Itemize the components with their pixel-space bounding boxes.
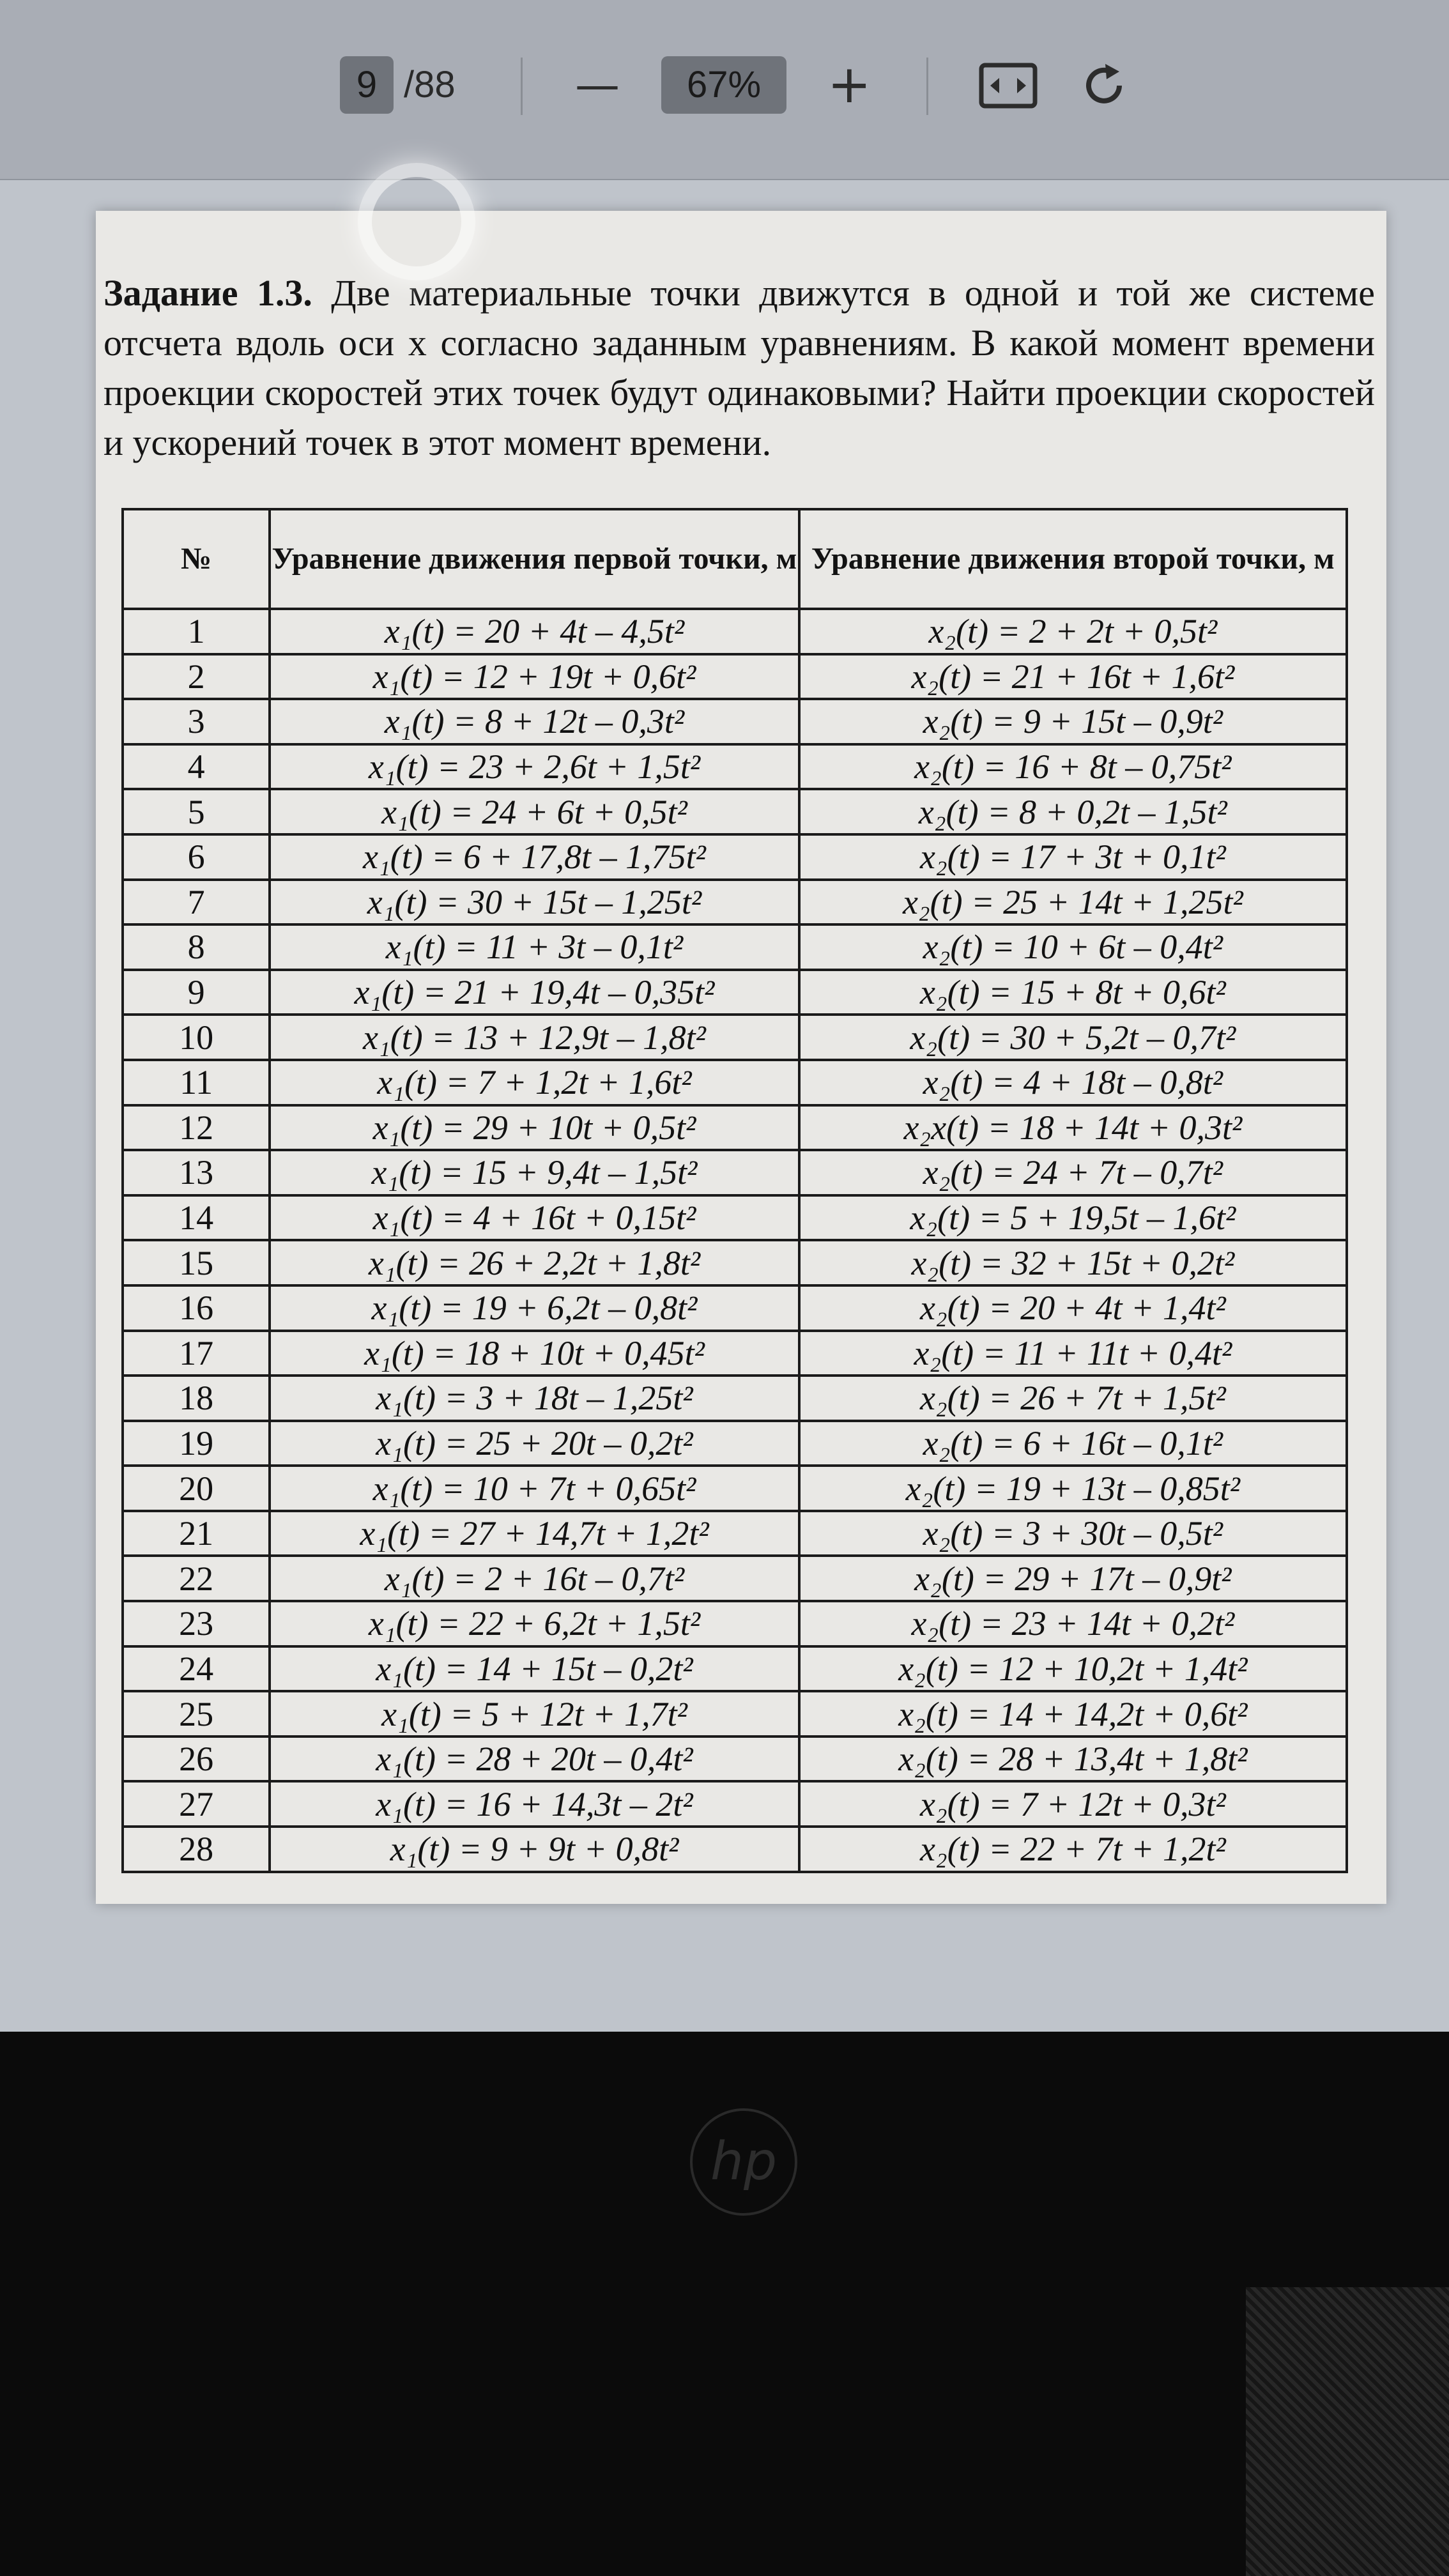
table-header-row: [123, 509, 1347, 609]
table-row: [123, 1331, 1347, 1376]
second-point-equation: x₂(t) = 25 + 14t + 1,25t²: [799, 880, 1347, 925]
table-row: [123, 1421, 1347, 1466]
first-point-equation: x₁(t) = 18 + 10t + 0,45t²: [270, 1331, 799, 1376]
table-body: [123, 609, 1347, 1872]
rotate-icon[interactable]: [1080, 50, 1144, 120]
first-point-equation: x₁(t) = 16 + 14,3t – 2t²: [270, 1781, 799, 1827]
first-point-equation: x₁(t) = 4 + 16t + 0,15t²: [270, 1195, 799, 1241]
first-point-equation: x₁(t) = 3 + 18t – 1,25t²: [270, 1376, 799, 1421]
plus-icon[interactable]: +: [827, 54, 871, 115]
second-point-equation: x₂(t) = 11 + 11t + 0,4t²: [799, 1331, 1347, 1376]
first-point-equation: x₁(t) = 6 + 17,8t – 1,75t²: [270, 834, 799, 880]
row-number: 14: [123, 1195, 270, 1241]
second-point-equation: x₂x(t) = 18 + 14t + 0,3t²: [799, 1105, 1347, 1151]
second-point-equation: x₂(t) = 23 + 14t + 0,2t²: [799, 1601, 1347, 1646]
first-point-equation: x₁(t) = 19 + 6,2t – 0,8t²: [270, 1285, 799, 1331]
table-row: [123, 699, 1347, 744]
table-row: [123, 1646, 1347, 1692]
table-row: [123, 1691, 1347, 1736]
second-point-equation: x₂(t) = 15 + 8t + 0,6t²: [799, 970, 1347, 1015]
table-row: [123, 1015, 1347, 1060]
row-number: 6: [123, 834, 270, 880]
second-point-equation: x₂(t) = 30 + 5,2t – 0,7t²: [799, 1015, 1347, 1060]
second-point-equation: x₂(t) = 5 + 19,5t – 1,6t²: [799, 1195, 1347, 1241]
second-point-equation: x₂(t) = 3 + 30t – 0,5t²: [799, 1511, 1347, 1556]
first-point-equation: x₁(t) = 11 + 3t – 0,1t²: [270, 924, 799, 970]
row-number: 13: [123, 1150, 270, 1195]
table-row: [123, 880, 1347, 925]
row-number: 7: [123, 880, 270, 925]
first-point-equation: x₁(t) = 22 + 6,2t + 1,5t²: [270, 1601, 799, 1646]
table-row: [123, 1511, 1347, 1556]
document-page: [96, 211, 1386, 1904]
table-row: [123, 789, 1347, 834]
first-point-equation: x₁(t) = 15 + 9,4t – 1,5t²: [270, 1150, 799, 1195]
table-row: [123, 609, 1347, 654]
second-point-equation: x₂(t) = 22 + 7t + 1,2t²: [799, 1827, 1347, 1872]
table-row: [123, 744, 1347, 790]
row-number: 22: [123, 1556, 270, 1601]
hp-logo: hp: [690, 2108, 797, 2216]
row-number: 12: [123, 1105, 270, 1151]
row-number: 18: [123, 1376, 270, 1421]
table-row: [123, 1601, 1347, 1646]
first-point-equation: x₁(t) = 2 + 16t – 0,7t²: [270, 1556, 799, 1601]
first-point-equation: x₁(t) = 14 + 15t – 0,2t²: [270, 1646, 799, 1692]
row-number: 17: [123, 1331, 270, 1376]
row-number: 24: [123, 1646, 270, 1692]
row-number: 8: [123, 924, 270, 970]
first-point-equation: x₁(t) = 26 + 2,2t + 1,8t²: [270, 1240, 799, 1285]
header-second-point: Уравнение движения второй точки, м: [799, 509, 1347, 609]
task-body: Две материальные точки движутся в одной и той же системе отсчета вдоль оси x согласно заданным уравнениям. В какой момент времени проекции скоростей этих точек будут одинаковыми? Найти проекции скоростей и ускорений точек в этот момент времени.: [103, 272, 1375, 463]
toolbar-divider: [521, 57, 523, 115]
first-point-equation: x₁(t) = 10 + 7t + 0,65t²: [270, 1466, 799, 1511]
row-number: 1: [123, 609, 270, 654]
first-point-equation: x₁(t) = 13 + 12,9t – 1,8t²: [270, 1015, 799, 1060]
task-title: Задание 1.3.: [103, 272, 312, 314]
table-row: [123, 1736, 1347, 1782]
table-row: [123, 834, 1347, 880]
first-point-equation: x₁(t) = 25 + 20t – 0,2t²: [270, 1421, 799, 1466]
second-point-equation: x₂(t) = 19 + 13t – 0,85t²: [799, 1466, 1347, 1511]
equations-table: [121, 508, 1348, 1873]
second-point-equation: x₂(t) = 28 + 13,4t + 1,8t²: [799, 1736, 1347, 1782]
first-point-equation: x₁(t) = 9 + 9t + 0,8t²: [270, 1827, 799, 1872]
header-first-point: Уравнение движения первой точки, м: [270, 509, 799, 609]
fit-width-icon[interactable]: [977, 50, 1041, 120]
first-point-equation: x₁(t) = 8 + 12t – 0,3t²: [270, 699, 799, 744]
row-number: 2: [123, 654, 270, 700]
row-number: 5: [123, 789, 270, 834]
first-point-equation: x₁(t) = 7 + 1,2t + 1,6t²: [270, 1060, 799, 1105]
second-point-equation: x₂(t) = 4 + 18t – 0,8t²: [799, 1060, 1347, 1105]
row-number: 3: [123, 699, 270, 744]
row-number: 4: [123, 744, 270, 790]
table-row: [123, 1105, 1347, 1151]
second-point-equation: x₂(t) = 7 + 12t + 0,3t²: [799, 1781, 1347, 1827]
header-number: №: [123, 509, 270, 609]
table-row: [123, 1376, 1347, 1421]
row-number: 26: [123, 1736, 270, 1782]
table-row: [123, 1466, 1347, 1511]
table-row: [123, 924, 1347, 970]
table-row: [123, 1195, 1347, 1241]
table-row: [123, 970, 1347, 1015]
second-point-equation: x₂(t) = 24 + 7t – 0,7t²: [799, 1150, 1347, 1195]
table-row: [123, 1781, 1347, 1827]
row-number: 16: [123, 1285, 270, 1331]
row-number: 19: [123, 1421, 270, 1466]
second-point-equation: x₂(t) = 17 + 3t + 0,1t²: [799, 834, 1347, 880]
zoom-level-field[interactable]: 67%: [661, 56, 786, 114]
second-point-equation: x₂(t) = 21 + 16t + 1,6t²: [799, 654, 1347, 700]
task-text: [103, 268, 1375, 468]
first-point-equation: x₁(t) = 24 + 6t + 0,5t²: [270, 789, 799, 834]
second-point-equation: x₂(t) = 6 + 16t – 0,1t²: [799, 1421, 1347, 1466]
viewer-toolbar: [0, 0, 1449, 180]
second-point-equation: x₂(t) = 2 + 2t + 0,5t²: [799, 609, 1347, 654]
table-row: [123, 1060, 1347, 1105]
row-number: 15: [123, 1240, 270, 1285]
second-point-equation: x₂(t) = 26 + 7t + 1,5t²: [799, 1376, 1347, 1421]
second-point-equation: x₂(t) = 14 + 14,2t + 0,6t²: [799, 1691, 1347, 1736]
page-number-input[interactable]: 9: [340, 56, 394, 114]
minus-icon[interactable]: —: [575, 59, 620, 111]
second-point-equation: x₂(t) = 12 + 10,2t + 1,4t²: [799, 1646, 1347, 1692]
row-number: 27: [123, 1781, 270, 1827]
second-point-equation: x₂(t) = 29 + 17t – 0,9t²: [799, 1556, 1347, 1601]
row-number: 23: [123, 1601, 270, 1646]
row-number: 25: [123, 1691, 270, 1736]
row-number: 20: [123, 1466, 270, 1511]
second-point-equation: x₂(t) = 32 + 15t + 0,2t²: [799, 1240, 1347, 1285]
first-point-equation: x₁(t) = 21 + 19,4t – 0,35t²: [270, 970, 799, 1015]
first-point-equation: x₁(t) = 28 + 20t – 0,4t²: [270, 1736, 799, 1782]
first-point-equation: x₁(t) = 12 + 19t + 0,6t²: [270, 654, 799, 700]
row-number: 9: [123, 970, 270, 1015]
table-row: [123, 654, 1347, 700]
second-point-equation: x₂(t) = 10 + 6t – 0,4t²: [799, 924, 1347, 970]
second-point-equation: x₂(t) = 16 + 8t – 0,75t²: [799, 744, 1347, 790]
first-point-equation: x₁(t) = 23 + 2,6t + 1,5t²: [270, 744, 799, 790]
first-point-equation: x₁(t) = 27 + 14,7t + 1,2t²: [270, 1511, 799, 1556]
table-row: [123, 1285, 1347, 1331]
table-row: [123, 1240, 1347, 1285]
toolbar-divider: [926, 57, 928, 115]
screen-glare: [358, 163, 475, 280]
first-point-equation: x₁(t) = 30 + 15t – 1,25t²: [270, 880, 799, 925]
table-row: [123, 1150, 1347, 1195]
page-total: /88: [404, 64, 456, 105]
row-number: 28: [123, 1827, 270, 1872]
table-row: [123, 1827, 1347, 1872]
keyboard-edge: [1246, 2287, 1449, 2576]
first-point-equation: x₁(t) = 5 + 12t + 1,7t²: [270, 1691, 799, 1736]
second-point-equation: x₂(t) = 9 + 15t – 0,9t²: [799, 699, 1347, 744]
second-point-equation: x₂(t) = 8 + 0,2t – 1,5t²: [799, 789, 1347, 834]
row-number: 10: [123, 1015, 270, 1060]
table-row: [123, 1556, 1347, 1601]
row-number: 21: [123, 1511, 270, 1556]
row-number: 11: [123, 1060, 270, 1105]
second-point-equation: x₂(t) = 20 + 4t + 1,4t²: [799, 1285, 1347, 1331]
first-point-equation: x₁(t) = 20 + 4t – 4,5t²: [270, 609, 799, 654]
first-point-equation: x₁(t) = 29 + 10t + 0,5t²: [270, 1105, 799, 1151]
